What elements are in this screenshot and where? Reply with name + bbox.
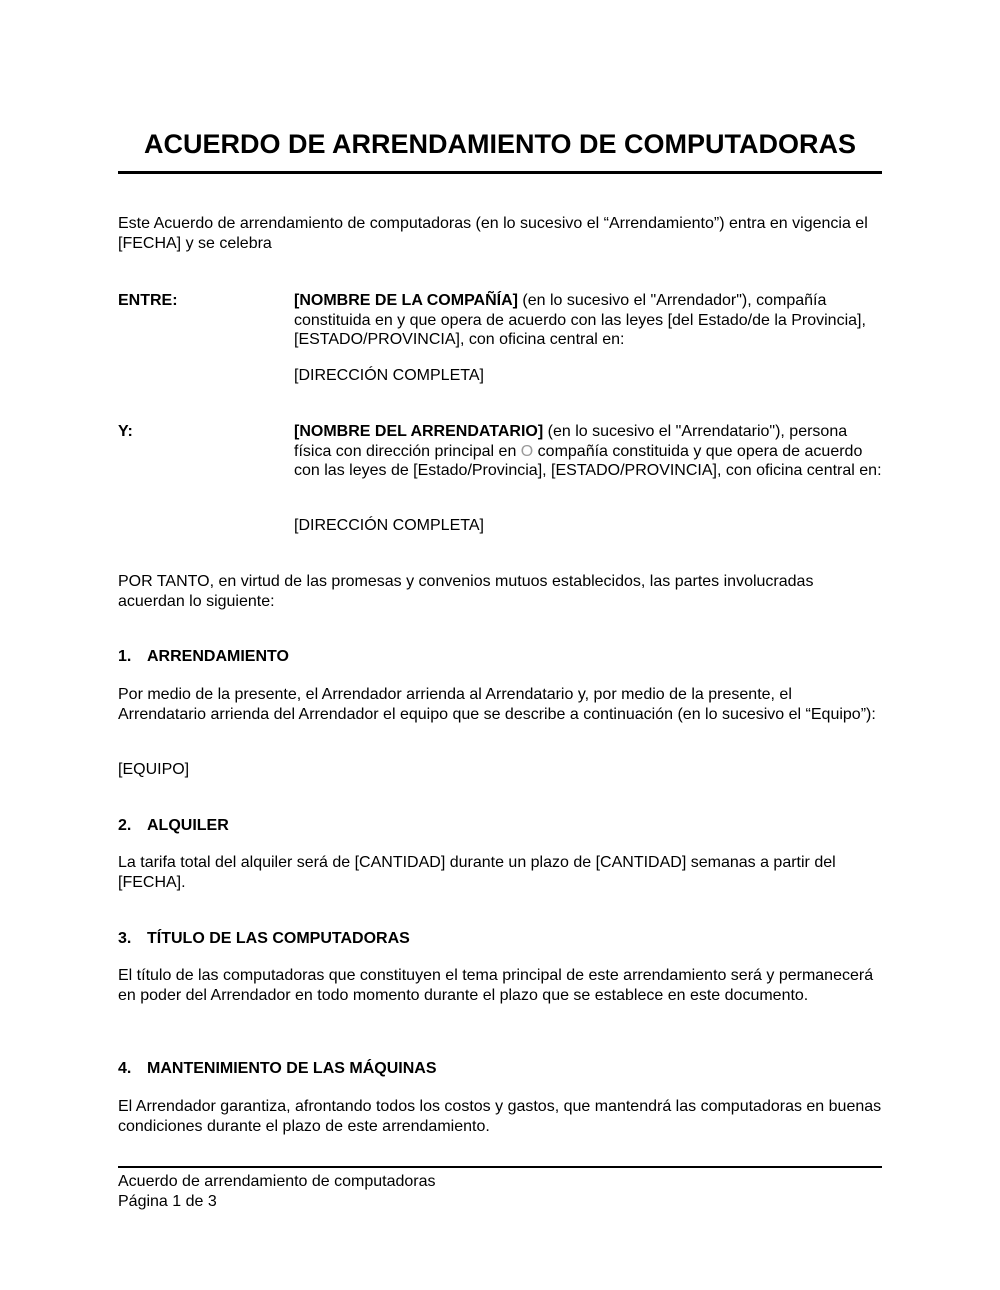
party-lessor-description (294, 291, 882, 350)
lessor-address-placeholder: [DIRECCIÓN COMPLETA] (294, 367, 484, 384)
title-divider (118, 171, 882, 174)
section-number: 1. (118, 648, 132, 665)
section-3-paragraph-1: El título de las computadoras que constituyen el tema principal de este arrendamiento será y permanecerá en poder del Arrendador en todo momento durante el plazo que se establece en este documento. (118, 967, 874, 1004)
section-heading-4 (118, 1059, 436, 1079)
section-heading-2 (118, 816, 229, 836)
footer-document-name: Acuerdo de arrendamiento de computadoras (118, 1173, 436, 1190)
section-4-paragraph-1: El Arrendador garantiza, afrontando todos los costos y gastos, que mantendrá las computadoras en buenas condiciones durante el plazo de este arrendamiento. (118, 1098, 882, 1135)
section-title: TÍTULO DE LAS COMPUTADORAS (147, 930, 410, 947)
section-heading-1 (118, 647, 289, 667)
equipment-placeholder: [EQUIPO] (118, 761, 190, 778)
section-2-paragraph-1: La tarifa total del alquiler será de [CANTIDAD] durante un plazo de [CANTIDAD] semanas a partir del [FECHA]. (118, 854, 836, 891)
lessor-description-text: (en lo sucesivo el "Arrendador"), compañía constituida en y que opera de acuerdo con las leyes [del Estado/de la Provincia], [ESTADO/PROVINCIA], con oficina central en: (294, 292, 866, 348)
party-lessee (294, 422, 882, 481)
party-lessee-description (294, 422, 882, 481)
party-lessor (294, 291, 882, 350)
section-title: ALQUILER (147, 817, 229, 834)
section-number: 4. (118, 1060, 132, 1077)
section-1-paragraph-1: Por medio de la presente, el Arrendador arrienda al Arrendatario y, por medio de la presente, el Arrendatario arrienda del Arrendador el equipo que se describe a continuación (en lo sucesivo el “Equipo”): (118, 686, 876, 723)
section-number: 3. (118, 930, 132, 947)
section-number: 2. (118, 817, 132, 834)
lessee-address-placeholder: [DIRECCIÓN COMPLETA] (294, 517, 484, 534)
footer-page-number: Página 1 de 3 (118, 1192, 217, 1210)
option-marker: O (520, 442, 534, 460)
lessor-name-placeholder: [NOMBRE DE LA COMPAÑÍA] (294, 292, 518, 309)
document-title: ACUERDO DE ARRENDAMIENTO DE COMPUTADORAS (143, 129, 857, 159)
intro-paragraph: Este Acuerdo de arrendamiento de computadoras (en lo sucesivo el “Arrendamiento”) entra en vigencia el [FECHA] y se celebra (118, 215, 868, 252)
section-heading-3 (118, 929, 410, 949)
footer-divider (118, 1166, 882, 1168)
lessee-description-before: (en lo sucesivo el "Arrendatario"), persona física con dirección principal en (294, 423, 848, 460)
party-label-between: ENTRE: (118, 292, 178, 309)
party-label-and: Y: (118, 423, 133, 440)
section-title: MANTENIMIENTO DE LAS MÁQUINAS (147, 1060, 437, 1077)
whereas-paragraph: POR TANTO, en virtud de las promesas y convenios mutuos establecidos, las partes involucradas acuerdan lo siguiente: (118, 573, 814, 610)
lessee-description-after: compañía constituida y que opera de acuerdo con las leyes de [Estado/Provincia], [ESTADO/PROVINCIA], con oficina central en: (294, 442, 882, 479)
lessee-name-placeholder: [NOMBRE DEL ARRENDATARIO] (294, 423, 544, 440)
page-footer (118, 1172, 436, 1211)
section-title: ARRENDAMIENTO (147, 648, 289, 665)
